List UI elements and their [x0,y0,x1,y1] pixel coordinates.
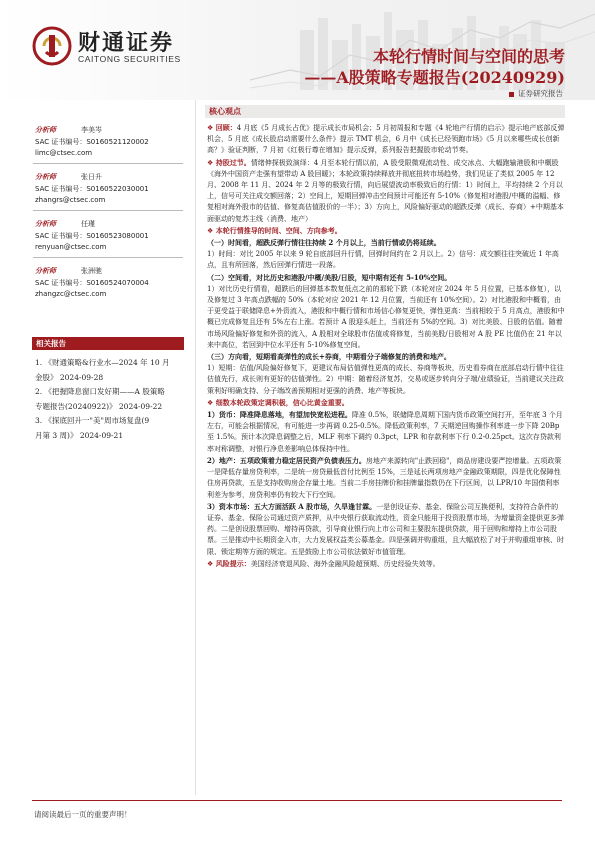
section-title: 本轮行情推导的时间、空间、方向参考。 [215,225,342,235]
document-type-label [509,88,563,99]
analyst-name: 张日升 [81,173,102,181]
core-viewpoints-body [207,122,565,570]
related-report-item[interactable] [35,414,185,443]
analyst-cert: SAC 证书编号：S0160522030001 [35,185,149,193]
bullet-arrow-icon: ❖ [207,124,216,132]
analyst-card [35,266,185,300]
paragraph-text: 情绪伸探极致演绎：4 月至本轮行情以前，A 股受限微观流动性、成交冰点、大幅跑输港股和中概股《海外中国资产走强有望带动 A 股回暖》；本轮政策持续释放并彻底扭转市场趋势，我们见证了类似 2005 年 12 月、2008 年 11 月、2024 年 2 月等的极致行情，向后展望波动率极致后的行情：1）时间上，平均持续 2 个月以上，信号可关注成交额回落；2）空间上，短期回弹冲击空间预计可能还有 5-10%（修复相对港股/中概的溢幅、修复相对海外股市的估值、修复高估值股价的一半）；3）方向上，风险偏好驱动的超跌反弹（成长、券商）+中期基本面驱动的复苏主线（消费、地产） [207,158,564,223]
related-report-line: 专题报告(20240922)》 2024-09-22 [35,401,163,411]
logo-text-en: CAITONG SECURITIES [78,54,181,64]
bullet-arrow-icon: ❖ [207,158,216,167]
related-report-line: 3. 《探底回升一"美"周市场复盘(9 [35,416,150,425]
paragraph-review [207,122,565,157]
subsection-time [207,237,565,249]
footer-disclaimer[interactable]: 请阅读最后一页的重要声明！ [34,810,132,819]
risk-warning [207,558,565,570]
section-title: 细数本轮政策定调积极，信心比黄金重要。 [215,397,349,407]
analyst-separator [33,163,183,164]
paragraph-text: 1）对比历史行情看，超跌后的回弹基本数复低点之前的那轮下跌（本轮对应 2024 年 5 月位置，已基本修复），以及修复过 3 年高点跌幅的 50%（本轮对应 2021 年 12 月位置，当前还有 10%空间）。2）对比港股和中概看，由于更受益于联储降息+外资流入，港股和中概行情和市场信心修复更快，弹性更高：当前相较于 5 月高点，港股和中概已完成修复且还有 5%左右上涨。若预计 A 股迎头赶上，当前还有 5%的空间。3）对比美股、日股的估值。随着市场风险偏好修复和外资的流入，A 股相对全球股市估值或将修复，当前美股/日股相对 A 股 PE 比值仍在 21 年以来中高位，若回到中位水平还有 5-10%修复空间。 [207,284,565,349]
paragraph-text: 1）短期：估值/风险偏好修复下，更建议布局估值弹性更高的成长、券商等板块，历史看券商在底部启动行情中往往估值先行，成长则有更好的估值弹性。2）中期：随着经济复苏，交易或逐步转向分子端/业绩验证，当前建议关注政策利好明确支持、分子端改善预期相对更强的消费、地产等板块。 [207,364,564,395]
related-report-item[interactable] [35,356,185,385]
risk-text: 美国经济衰退风险、海外金融风险超预期、历史经验失效等。 [250,559,440,568]
section-heading [207,225,565,237]
analyst-email[interactable]: zhangzc@ctsec.com [35,290,107,298]
subsection-lead: （三）方向看， [207,352,256,362]
analyst-separator [33,257,183,258]
policy-property [207,455,565,501]
subsection-title: 超跌反弹行情往往持续 2 个月以上，当前行情或仍将延续。 [256,238,441,248]
analyst-name: 任瑾 [81,220,95,228]
paragraph-text: 1）时间：对比 2005 年以来 9 轮自底部回升行情，回弹时间约在 2 月以上。2）信号：成交额往往突破近 1 年高点，且有所回落，然后回弹行情进一段落。 [207,250,559,270]
related-report-line: 2. 《把握降息窗口发好期——A 股策略 [35,387,165,396]
paragraph-lead: 回顾： [215,123,237,132]
document-type-text: 证券研究报告 [518,89,563,98]
analyst-role: 分析师 [35,173,56,181]
square-bullet-icon [509,92,514,97]
policy-capital-market [207,501,565,558]
analyst-card [35,219,185,253]
analyst-role: 分析师 [35,267,56,275]
bullet-arrow-icon: ❖ [207,559,216,568]
policy-text: 降准 0.5%，联储降息周期下国内货币政策空间打开，至年底 3 个月左右，可能会根据情况，有可能进一步再调 0.25-0.5%。降低政策利率，7 天期逆回购操作利率进一步下降 20Bp 至 1.5%。预计本次降息调整之后，MLF 利率下调约 0.3pct，LPR 和存款利率下行 0.2-0.25pct。这次存贷款利率对称调整，对银行净息差影响总体保持中性。 [207,411,563,453]
risk-lead: 风险提示： [215,558,251,568]
analyst-email[interactable]: renyuan@ctsec.com [35,243,107,251]
bullet-arrow-icon: ❖ [207,398,216,407]
subsection-lead: （一）时间看， [207,238,256,248]
policy-lead: 3）资本市场：五大方面活跃 A 股市场，久旱逢甘霖。 [207,501,377,511]
analyst-role: 分析师 [35,220,56,228]
paragraph-lead: 持股过节。 [215,157,251,167]
analyst-name: 李美岑 [81,126,102,134]
analyst-email[interactable]: zhangrs@ctsec.com [35,196,106,204]
paragraph-holding [207,157,565,225]
bullet-arrow-icon: ❖ [207,226,216,235]
analyst-cert: SAC 证书编号：S0160524070004 [35,279,149,287]
related-report-item[interactable] [35,385,185,414]
policy-text: 房地产来源转向"止跌回稳"，商品房建设要严控增量。五项政策一是降低存量房贷利率，二是统一房贷最低首付比例至 15%，三是延长两项房地产金融政策期限，四是优化保障性住房再贷款，五是支持收购房企存量土地。当前二手房挂牌价和挂牌量指数仍在下行区间，以 LPR/10 年国债利率利差为参考，房贷利率仍有较大下行空间。 [207,456,562,499]
analyst-cert: SAC 证书编号：S0160523080001 [35,232,149,240]
core-viewpoints-heading: 核心观点 [205,105,565,118]
subsection-title: 短期看高弹性的成长+券商，中期看分子端修复的消费和地产。 [256,352,451,362]
logo-emblem-icon [32,26,72,66]
related-report-line: 金股》 2024-09-28 [35,372,104,382]
policy-lead: 1）货币：降准降息落地，有望加快宽松进程。 [207,410,352,420]
related-reports-list [35,356,185,443]
analyst-name: 张洲驰 [81,267,102,275]
related-reports-heading: 相关报告 [32,337,184,350]
paragraph-text: 4 月底《5 月成长占优》提示成长市局机会；5 月初周报和专题《4 轮地产行情的启示》提示地产底部反弹机会，5 月底《成长股启动需要什么条件》提示 TMT 机会，6 月中《成长已经领跑市场》《5 月以来哪些成长创新高？》验证判断，7 月初《红极行尊在增加》提示反弹，系列报告把握股市轮动节奏。 [207,124,565,155]
policy-monetary [207,409,565,455]
analyst-role: 分析师 [35,126,56,134]
subsection-title: 对比历史和港股/中概/美股/日股，短中期有还有 5-10%空间。 [256,272,452,282]
policy-text: 一是创设证券、基金、保险公司互换便利，支持符合条件的证券、基金、保险公司通过资产质押，从中央银行获取流动性，资金只能用于投资股票市场，为增量资金提供更多弹药。二是创设股票回购、增持再贷款，引导商业银行向上市公司和主要股东提供贷款，用于回购和增持上市公司股票。三是推动中长期资金入市，大力发展权益类公募基金。四是强调并购重组，且大幅放松了对于并购重组审核、时限、锁定期等方面的规定。五是鼓励上市公司依法做好市值管理。 [207,502,564,556]
subsection-direction [207,351,565,363]
policy-lead: 2）地产：五项政策着力稳定居民资产负债表压力。 [207,455,366,465]
subsection-lead: （二）空间看， [207,272,256,282]
report-subtitle: ——A股策略专题报告(20240929) [304,68,565,87]
column-divider [195,100,196,795]
footer-rule [32,800,562,801]
analyst-cert: SAC 证书编号：S0160521120002 [35,138,149,146]
subsection-space [207,272,565,284]
report-title: 本轮行情时间与空间的思考 [372,47,565,66]
related-report-line: 月第 3 周)》 2024-09-21 [35,430,124,440]
analyst-email[interactable]: limc@ctsec.com [35,149,93,157]
analyst-card [35,125,185,159]
logo-text-cn: 财通证券 [78,31,175,56]
analyst-separator [33,210,183,211]
section-heading [207,397,565,409]
company-logo [32,24,182,70]
analyst-card [35,172,185,206]
related-report-line: 1. 《财通策略&行业水—2024 年 10 月 [35,358,170,367]
